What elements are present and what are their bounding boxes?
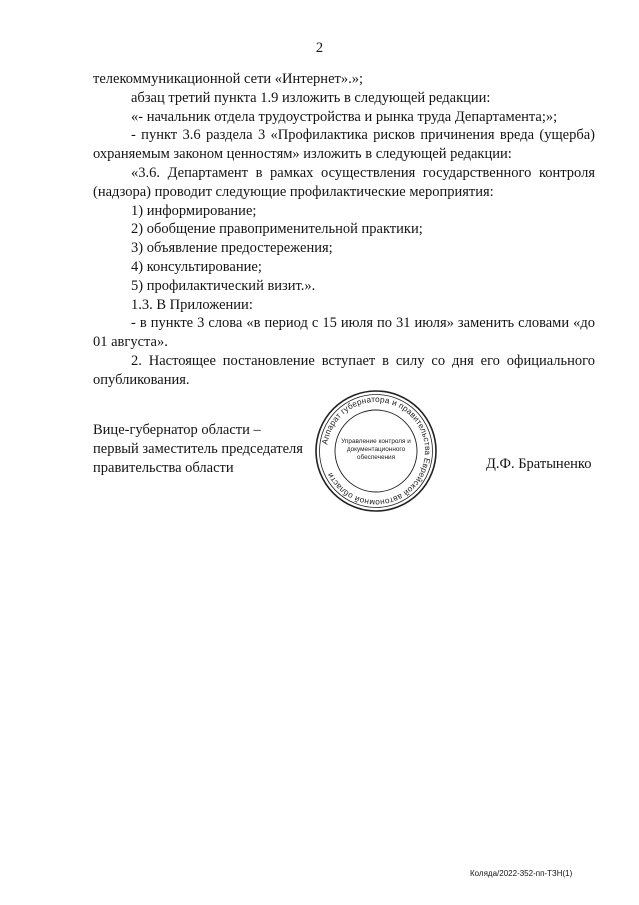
body-paragraph: 5) профилактический визит.». xyxy=(131,277,316,294)
signer-position-line: первый заместитель председателя xyxy=(93,440,303,457)
body-paragraph: 2. Настоящее постановление вступает в силу со дня его официального опубликования. xyxy=(93,352,595,388)
body-paragraph: 2) обобщение правоприменительной практики; xyxy=(131,221,423,238)
seal-center-line: документационного xyxy=(346,446,406,453)
body-paragraph: «- начальник отдела трудоустройства и рынка труда Департамента;»; xyxy=(131,108,558,125)
body-paragraph: абзац третий пункта 1.9 изложить в следующей редакции: xyxy=(131,89,491,106)
seal-ring-text: Аппарат губернатора и правительства Еврейской автономной области xyxy=(320,394,433,508)
official-seal-stamp xyxy=(314,389,438,513)
signer-position xyxy=(93,421,303,477)
body-paragraph: 1.3. В Приложении: xyxy=(131,296,253,313)
body-paragraph: телекоммуникационной сети «Интернет».»; xyxy=(93,71,363,87)
body-paragraph: «3.6. Департамент в рамках осуществления государственного контроля (надзора) проводит следующие профилактические мероприятия: xyxy=(93,164,595,200)
document-body xyxy=(93,70,595,390)
body-paragraph: 3) объявление предостережения; xyxy=(131,240,333,257)
signer-position-line: правительства области xyxy=(93,459,234,476)
seal-center-line: Управление контроля и xyxy=(341,438,411,445)
document-registration-code: Коляда/2022-352-пп-ТЗН(1) xyxy=(470,869,573,878)
seal-center-line: обеспечения xyxy=(356,454,396,461)
signer-name: Д.Ф. Братыненко xyxy=(486,456,592,472)
body-paragraph: 4) консультирование; xyxy=(131,258,262,275)
body-paragraph: 1) информирование; xyxy=(131,202,257,219)
body-paragraph: - пункт 3.6 раздела 3 «Профилактика рисков причинения вреда (ущерба) охраняемым законом ценностям» изложить в следующей редакции: xyxy=(93,127,595,163)
signer-position-line: Вице-губернатор области – xyxy=(93,422,261,438)
page-number: 2 xyxy=(315,40,324,56)
body-paragraph: - в пункте 3 слова «в период с 15 июля по 31 июля» заменить словами «до 01 августа». xyxy=(93,315,595,351)
